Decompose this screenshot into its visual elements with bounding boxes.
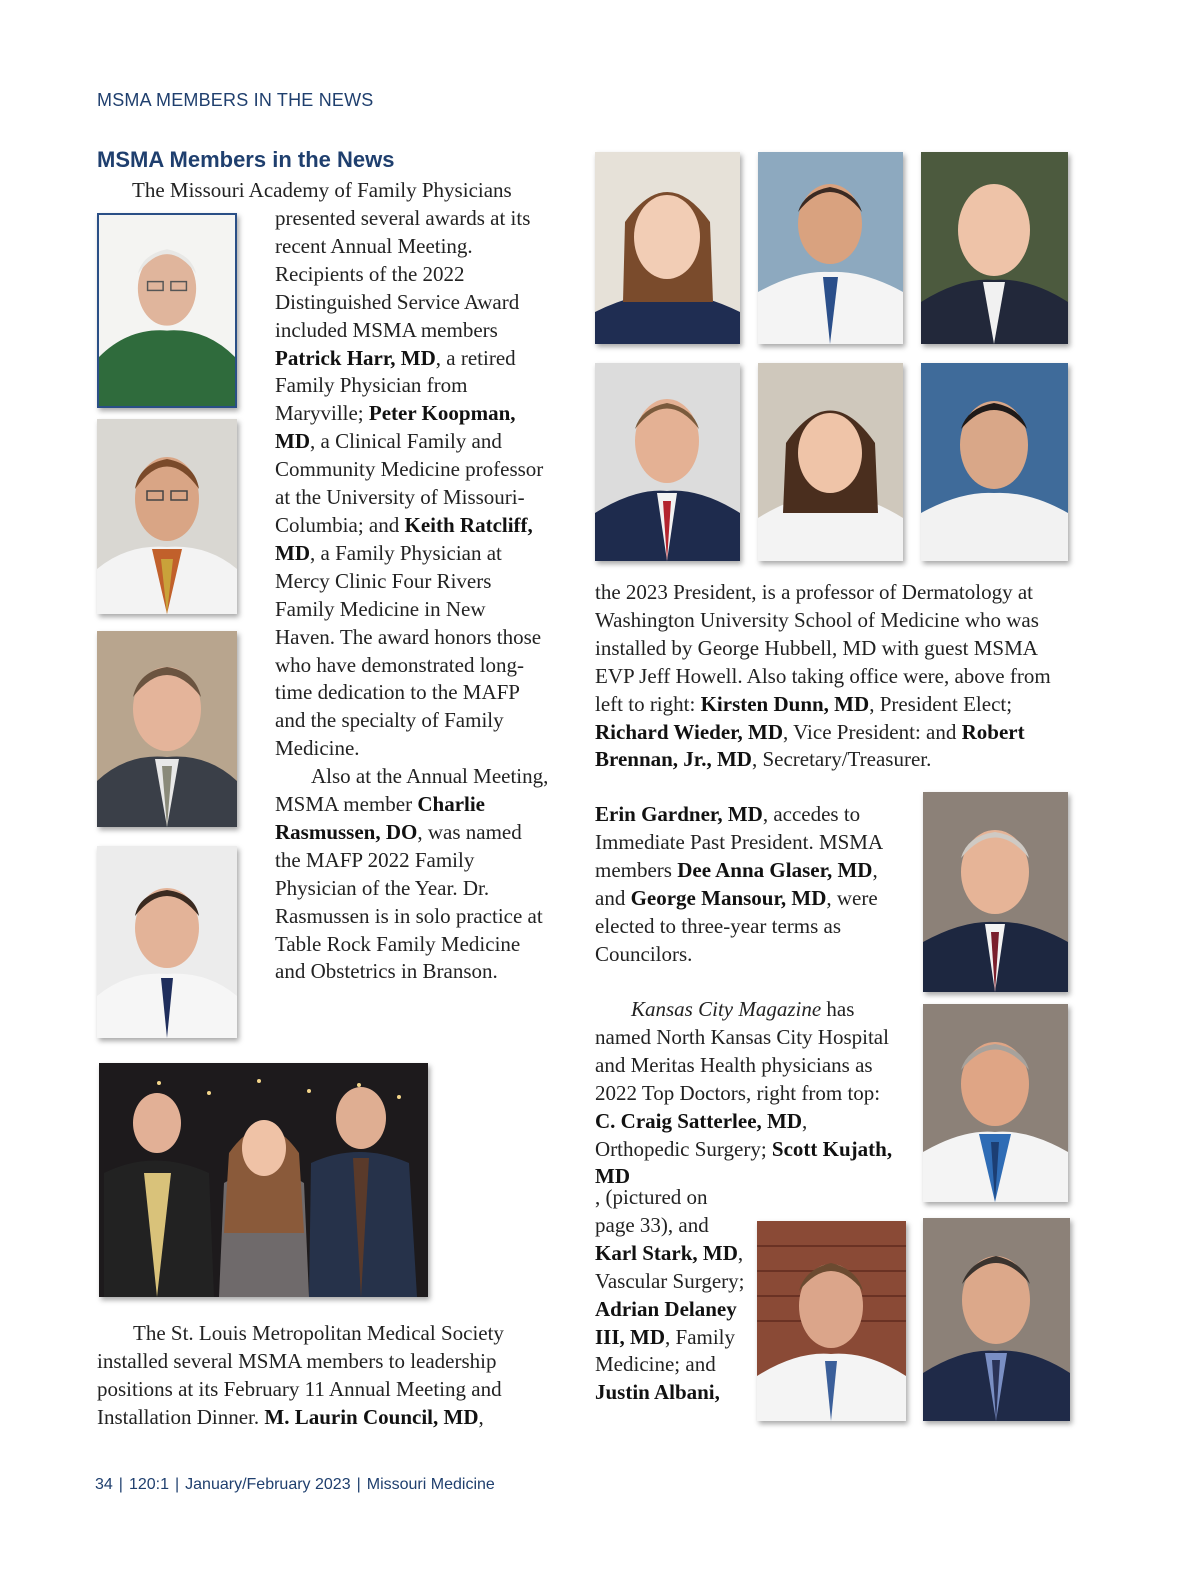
- portrait-photo-albani: [923, 1218, 1070, 1421]
- name-george-mansour: George Mansour, MD: [630, 885, 827, 910]
- text-run: , were elected to three-year terms as Councilors.: [595, 885, 878, 966]
- text-run: , a retired Family Physician from Maryville;: [275, 345, 516, 426]
- portrait-photo-wieder: [758, 152, 903, 344]
- name-kirsten-dunn: Kirsten Dunn, MD: [700, 691, 870, 716]
- text-run: , Family Medicine; and: [595, 1324, 736, 1377]
- name-justin-albani: Justin Albani,: [595, 1380, 720, 1405]
- issue-number: 120:1: [128, 1476, 169, 1493]
- portrait-photo-satterlee: [923, 792, 1068, 992]
- portrait-photo-council: [595, 152, 740, 344]
- portrait-photo-harr: [97, 213, 237, 408]
- text-run: Also at the Annual Meeting, MSMA member: [275, 764, 549, 817]
- text-run: ,: [478, 1404, 484, 1429]
- name-karl-stark: Karl Stark, MD: [595, 1240, 738, 1265]
- mafp-article: [275, 205, 550, 986]
- mafp-paragraph-2: [275, 763, 550, 986]
- kc-article-bottom: [595, 1184, 750, 1407]
- running-head: MSMA MEMBERS IN THE NEWS: [97, 90, 374, 110]
- footer-separator: |: [175, 1476, 180, 1493]
- text-run: , President Elect;: [869, 691, 1013, 716]
- slmms-article-start: [97, 1320, 557, 1432]
- text-run: , Secretary/Treasurer.: [751, 747, 932, 772]
- text-run: , and: [595, 857, 878, 910]
- portrait-photo-koopman: [97, 419, 237, 614]
- footer-separator: |: [356, 1476, 361, 1493]
- text-run: , a Clinical Family and Community Medicine professor at the University of Missouri-Columbia; and: [275, 429, 544, 537]
- text-run: , Vascular Surgery;: [595, 1240, 745, 1293]
- journal-name: Missouri Medicine: [366, 1476, 495, 1493]
- kc-paragraph: [595, 996, 905, 1191]
- text-run: , was named the MAFP 2022 Family Physician of the Year. Dr. Rasmussen is in solo practice at Table Rock Family Medicine and Obstetrics in Branson.: [275, 819, 543, 984]
- text-run: , Orthopedic Surgery;: [595, 1108, 808, 1161]
- name-erin-gardner: Erin Gardner, MD: [595, 802, 763, 826]
- name-dee-anna-glaser: Dee Anna Glaser, MD: [677, 857, 873, 882]
- slmms-continued-paragraph-2: [595, 801, 905, 968]
- section-title: MSMA Members in the News: [97, 147, 395, 172]
- text-run: the 2023 President, is a professor of Dermatology at Washington University School of Medicine who was installed by George Hubbell, MD with guest MSMA EVP Jeff Howell. Also taking office were, above from left to right:: [595, 580, 1051, 716]
- group-photo-award-recipients: [99, 1063, 428, 1297]
- mafp-first-line: [132, 177, 552, 205]
- issue-date: January/February 2023: [185, 1476, 351, 1493]
- portrait-photo-kujath: [923, 1004, 1068, 1202]
- portrait-photo-mansour: [921, 363, 1068, 561]
- text-run: , a Family Physician at Mercy Clinic Four Rivers Family Medicine in New Haven. The award honors those who have demonstrated long-time dedication to the MAFP and the specialty of Family Medicine.: [275, 540, 542, 761]
- slmms-paragraph: [97, 1320, 557, 1432]
- name-peter-koopman: Peter Koopman, MD: [275, 401, 516, 454]
- text-run: presented several awards at its recent Annual Meeting. Recipients of the 2022 Distinguished Service Award included MSMA members: [275, 206, 531, 342]
- text-run: The St. Louis Metropolitan Medical Society installed several MSMA members to leadership positions at its February 11 Annual Meeting and Installation Dinner.: [97, 1321, 504, 1429]
- name-craig-satterlee: C. Craig Satterlee, MD: [595, 1108, 803, 1133]
- portrait-photo-rasmussen: [97, 846, 237, 1038]
- portrait-photo-dunn-left: [595, 363, 740, 561]
- page-number: 34: [95, 1476, 113, 1493]
- name-adrian-delaney: Adrian Delaney III, MD: [595, 1296, 737, 1349]
- magazine-title: Kansas City Magazine: [631, 997, 822, 1021]
- text-run: , accedes to Immediate Past President. MSMA members: [595, 802, 882, 882]
- name-scott-kujath: Scott Kujath, MD: [595, 1136, 893, 1189]
- portrait-photo-brennan: [921, 152, 1068, 344]
- page-footer: [95, 1476, 495, 1494]
- text-run: , Vice President: and: [783, 719, 962, 744]
- name-laurin-council: M. Laurin Council, MD: [264, 1404, 479, 1429]
- footer-separator: |: [118, 1476, 123, 1493]
- portrait-photo-stark: [757, 1221, 906, 1421]
- mafp-paragraph-1: [275, 205, 550, 763]
- kc-article-top: [595, 996, 905, 1191]
- slmms-article-continued: [595, 579, 1065, 774]
- slmms-article-narrow: [595, 801, 905, 968]
- name-charlie-rasmussen: Charlie Rasmussen, DO: [275, 792, 485, 844]
- kc-paragraph-continued: [595, 1184, 750, 1407]
- text-run: , (pictured on page 33), and: [595, 1185, 709, 1237]
- mafp-first-line-text: The Missouri Academy of Family Physicians: [132, 178, 512, 202]
- name-keith-ratcliff: Keith Ratcliff, MD: [275, 512, 533, 565]
- name-patrick-harr: Patrick Harr, MD: [275, 345, 436, 370]
- name-robert-brennan: Robert Brennan, Jr., MD: [595, 719, 1025, 772]
- portrait-photo-gardner: [758, 363, 903, 561]
- slmms-continued-paragraph-1: [595, 579, 1065, 774]
- name-richard-wieder: Richard Wieder, MD: [595, 719, 784, 744]
- text-run: has named North Kansas City Hospital and Meritas Health physicians as 2022 Top Doctors, right from top:: [595, 997, 889, 1105]
- portrait-photo-ratcliff: [97, 631, 237, 827]
